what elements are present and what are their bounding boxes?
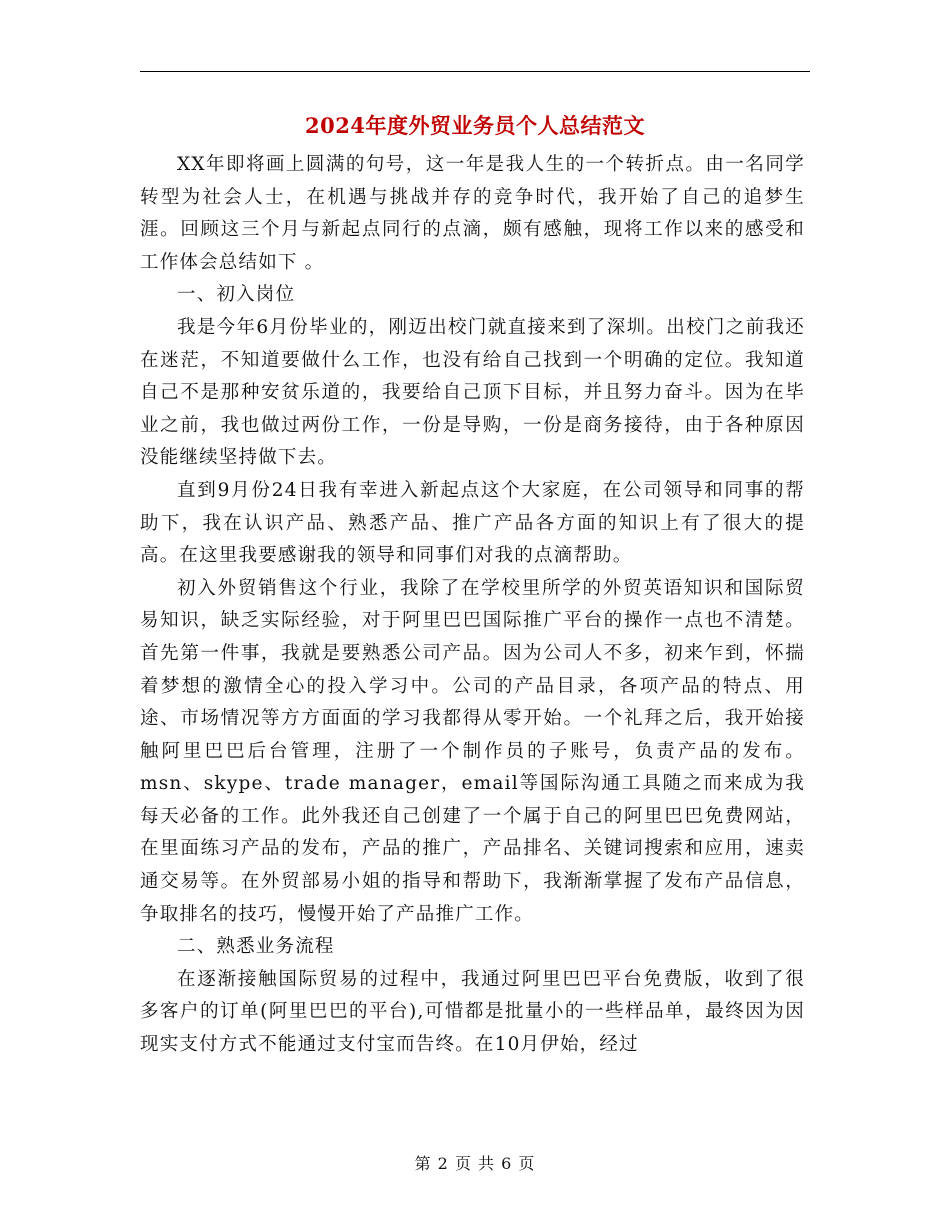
paragraph: 直到9月份24日我有幸进入新起点这个大家庭，在公司领导和同事的帮助下，我在认识产品、熟悉产品、推广产品各方面的知识上有了很大的提高。在这里我要感谢我的领导和同事们对我的点滴帮助。 xyxy=(140,479,805,567)
paragraph: 在逐渐接触国际贸易的过程中，我通过阿里巴巴平台免费版，收到了很多客户的订单(阿里巴巴的平台),可惜都是批量小的一些样品单，最终因为因现实支付方式不能通过支付宝而告终。在10月伊始，经过 xyxy=(140,968,805,1056)
page-footer: 第 2 页 共 6 页 xyxy=(414,1154,536,1173)
paragraph: 初入外贸销售这个行业，我除了在学校里所学的外贸英语知识和国际贸易知识，缺乏实际经验，对于阿里巴巴国际推广平台的操作一点也不清楚。首先第一件事，我就是要熟悉公司产品。因为公司人不多，初来乍到，怀揣着梦想的激情全心的投入学习中。公司的产品目录，各项产品的特点、用途、市场情况等方方面面的学习我都得从零开始。一个礼拜之后，我开始接触阿里巴巴后台管理，注册了一个制作员的子账号，负责产品的发布。msn、skype、trade manager，email等国际沟通工具随之而来成为我每天必备的工作。此外我还自己创建了一个属于自己的阿里巴巴免费网站，在里面练习产品的发布，产品的推广，产品排名、关键词搜索和应用，速卖通交易等。在外贸部易小姐的指导和帮助下，我渐渐掌握了发布产品信息，争取排名的技巧，慢慢开始了产品推广工作。 xyxy=(140,577,805,925)
document-title: 2024年度外贸业务员个人总结范文 xyxy=(305,113,645,138)
paragraph-intro: XX年即将画上圆满的句号，这一年是我人生的一个转折点。由一名同学转型为社会人士，在机遇与挑战并存的竞争时代，我开始了自己的追梦生涯。回顾这三个月与新起点同行的点滴，颇有感触，现将工作以来的感受和工作体会总结如下 。 xyxy=(140,154,805,273)
section-heading-1: 一、初入岗位 xyxy=(177,284,296,306)
section-heading-2: 二、熟悉业务流程 xyxy=(177,936,335,958)
document-body xyxy=(140,149,805,1062)
paragraph: 我是今年6月份毕业的，刚迈出校门就直接来到了深圳。出校门之前我还在迷茫，不知道要做什么工作，也没有给自己找到一个明确的定位。我知道自己不是那种安贫乐道的，我要给自己顶下目标，并且努力奋斗。因为在毕业之前，我也做过两份工作，一份是导购，一份是商务接待，由于各种原因没能继续坚持做下去。 xyxy=(140,316,805,469)
header-rule xyxy=(140,71,810,72)
